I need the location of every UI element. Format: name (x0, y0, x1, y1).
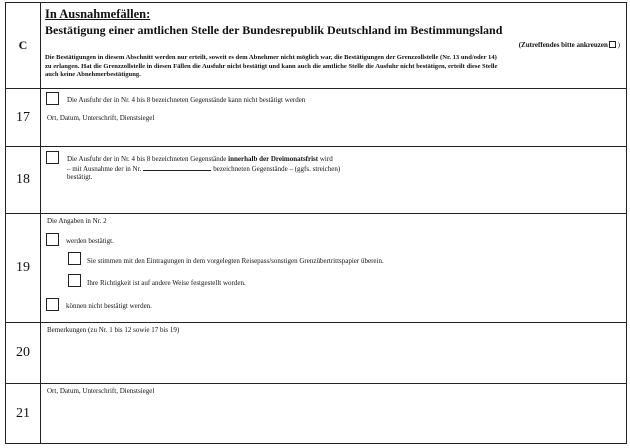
exception-number-field[interactable] (143, 164, 211, 171)
row-17 (6, 89, 626, 147)
section-note: Die Bestätigungen in diesem Abschnitt werden nur erteilt, soweit es dem Abnehmer nicht möglich war, die Bestätigungen der Grenzzollstelle (Nr. 13 und/oder 14) zu erlangen. Hat die Grenzzollstelle in diesen Fällen die Ausfuhr nicht bestätigt und kann auch die amtliche Stelle die Ausfuhr nicht bestätigen, erteilt diese Stelle auch keine Abnehmerbestätigung. (45, 54, 498, 78)
row-21 (6, 384, 626, 443)
row-number: 21 (6, 384, 41, 443)
row-number: 18 (6, 147, 41, 213)
checkbox-symbol-icon (609, 41, 616, 48)
checkbox-export-not-confirmed[interactable] (46, 92, 59, 105)
row-19 (6, 214, 626, 323)
section-title: Bestätigung einer amtlichen Stelle der Bundesrepublik Deutschland im Bestimmungsland (45, 23, 503, 37)
sub-option-label: Sie stimmen mit den Eintragungen in dem vorgelegten Reisepass/sonstigen Grenzübertrittspapier überein. (87, 257, 384, 265)
section-c-header (6, 3, 626, 89)
tick-hint: (Zutreffendes bitte ankreuzen ) (518, 41, 620, 49)
checkbox-label: Die Ausfuhr der in Nr. 4 bis 8 bezeichneten Gegenstände kann nicht bestätigt werden (67, 96, 306, 104)
intro-text: Die Angaben in Nr. 2 (47, 217, 107, 225)
remarks-label: Bemerkungen (zu Nr. 1 bis 12 sowie 17 bis 19) (47, 326, 180, 334)
confirmation-text: Die Ausfuhr der in Nr. 4 bis 8 bezeichneten Gegenstände innerhalb der Dreimonatsfrist wird (67, 155, 333, 163)
option-label: können nicht bestätigt werden. (66, 302, 152, 310)
row-number: 20 (6, 323, 41, 383)
row-18 (6, 147, 626, 214)
sub-option-label: Ihre Richtigkeit ist auf andere Weise festgestellt worden. (87, 279, 246, 287)
row-number: 19 (6, 214, 41, 322)
confirmed-word: bestätigt. (67, 173, 93, 181)
checkbox-details-not-confirmed[interactable] (46, 298, 59, 311)
option-label: werden bestätigt. (66, 237, 114, 245)
exception-line: – mit Ausnahme der in Nr. bezeichneten Gegenstände – (ggfs. streichen) (67, 165, 341, 173)
section-label: C (6, 3, 41, 88)
checkbox-export-confirmed[interactable] (46, 151, 59, 164)
signature-label: Ort, Datum, Unterschrift, Dienstsiegel (47, 114, 155, 122)
checkbox-other-verification[interactable] (68, 274, 81, 287)
signature-label: Ort, Datum, Unterschrift, Dienstsiegel (47, 387, 155, 395)
checkbox-details-confirmed[interactable] (46, 233, 59, 246)
checkbox-passport-match[interactable] (68, 252, 81, 265)
row-number: 17 (6, 89, 41, 146)
section-title-underlined: In Ausnahmefällen: (45, 7, 151, 21)
form-section-c (5, 2, 627, 444)
row-20 (6, 323, 626, 384)
